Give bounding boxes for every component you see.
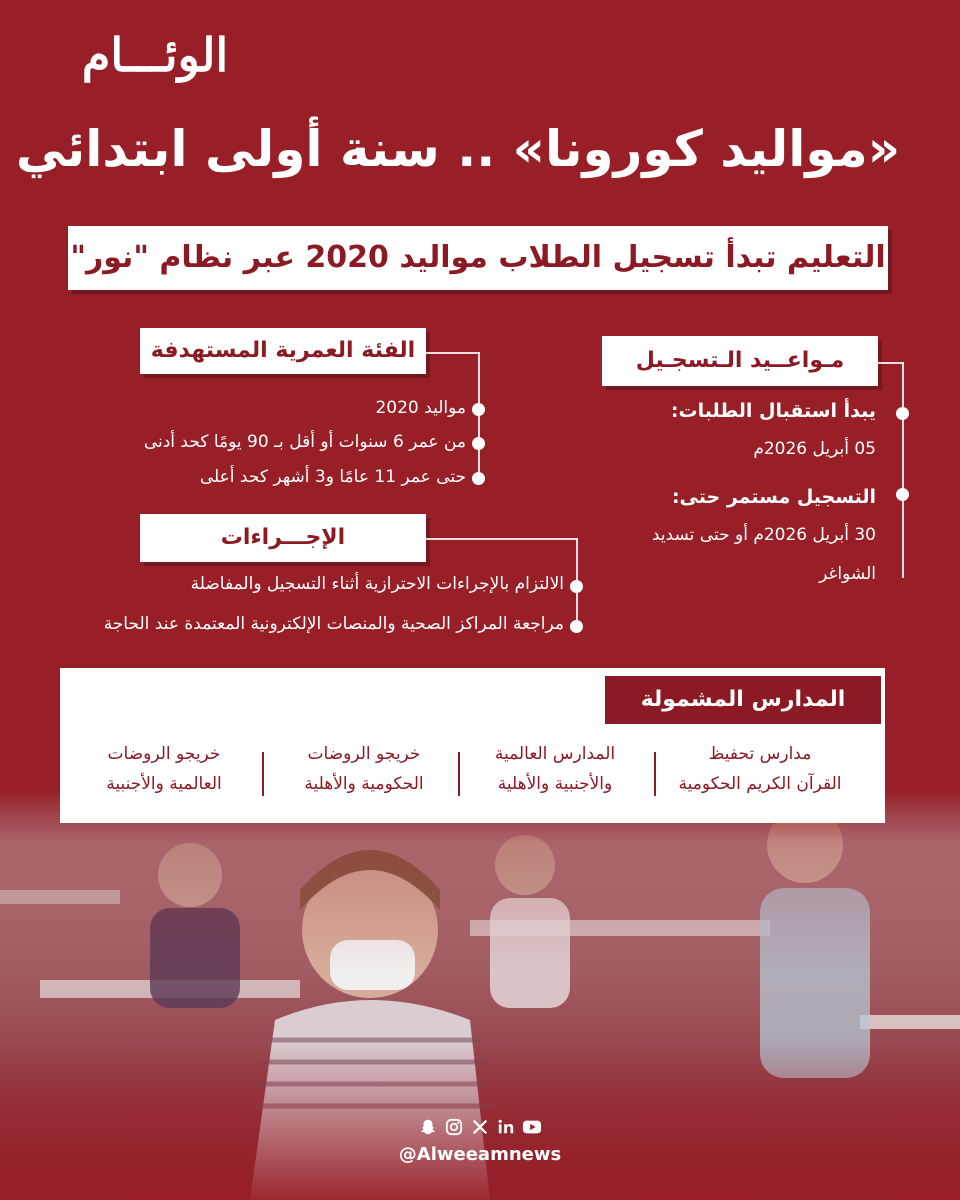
- registration-start-date: 05 أبريل 2026م: [753, 439, 876, 459]
- connector-line: [426, 538, 578, 540]
- schedule-label: مـواعــيد الـتسجـيل: [602, 336, 878, 386]
- procedure-item: مراجعة المراكز الصحية والمنصات الإلكترونية المعتمدة عند الحاجة: [103, 614, 564, 634]
- connector-line: [878, 362, 904, 364]
- schools-label: المدارس المشمولة: [605, 676, 881, 724]
- bullet-dot: [896, 488, 909, 501]
- school-divider: [458, 752, 460, 796]
- school-item-line1: مدارس تحفيظ: [708, 744, 812, 764]
- bullet-dot: [896, 407, 909, 420]
- school-item: [270, 740, 458, 800]
- school-item-line2: القرآن الكريم الحكومية: [678, 773, 842, 794]
- social-handle[interactable]: @Alweeamnews: [398, 1144, 562, 1165]
- school-divider: [654, 752, 656, 796]
- connector-line: [478, 352, 480, 480]
- registration-continue-line2: الشواغر: [819, 564, 876, 584]
- school-divider: [262, 752, 264, 796]
- subtitle-banner: التعليم تبدأ تسجيل الطلاب مواليد 2020 عبر نظام "نور": [68, 226, 888, 290]
- school-item: [460, 740, 650, 800]
- connector-line: [902, 362, 904, 578]
- x-icon[interactable]: [470, 1117, 490, 1137]
- procedure-item: الالتزام بالإجراءات الاحترازية أثناء التسجيل والمفاضلة: [190, 574, 564, 594]
- registration-start-title: يبدأ استقبال الطلبات:: [670, 400, 876, 422]
- school-item-line1: خريجو الروضات: [307, 744, 421, 764]
- school-item-line2: والأجنبية والأهلية: [497, 773, 613, 794]
- age-item: مواليد 2020: [375, 398, 466, 418]
- registration-continue-title: التسجيل مستمر حتى:: [671, 486, 876, 508]
- procedures-label: الإجـــراءات: [140, 514, 426, 562]
- snapchat-icon[interactable]: [418, 1117, 438, 1137]
- bullet-dot: [570, 580, 583, 593]
- headline: «مواليد كورونا» .. سنة أولى ابتدائي: [15, 120, 900, 178]
- social-icons: [405, 1114, 555, 1140]
- bullet-dot: [472, 437, 485, 450]
- instagram-icon[interactable]: [444, 1117, 464, 1137]
- linkedin-icon[interactable]: [496, 1117, 516, 1137]
- age-group-label: الفئة العمرية المستهدفة: [140, 328, 426, 374]
- age-item: حتى عمر 11 عامًا و3 أشهر كحد أعلى: [199, 467, 466, 487]
- school-item-line2: العالمية والأجنبية: [106, 773, 222, 794]
- school-item-line1: خريجو الروضات: [107, 744, 221, 764]
- school-item-line1: المدارس العالمية: [494, 744, 616, 764]
- registration-continue-line1: 30 أبريل 2026م أو حتى تسديد: [651, 525, 876, 545]
- school-item: [650, 740, 870, 800]
- school-item: [70, 740, 258, 800]
- age-item: من عمر 6 سنوات أو أقل بـ 90 يومًا كحد أدنى: [143, 432, 466, 452]
- youtube-icon[interactable]: [522, 1117, 542, 1137]
- connector-line: [426, 352, 480, 354]
- brand-logo: الوئـــام: [81, 28, 229, 82]
- bullet-dot: [472, 472, 485, 485]
- bullet-dot: [472, 403, 485, 416]
- school-item-line2: الحكومية والأهلية: [304, 773, 424, 794]
- bullet-dot: [570, 620, 583, 633]
